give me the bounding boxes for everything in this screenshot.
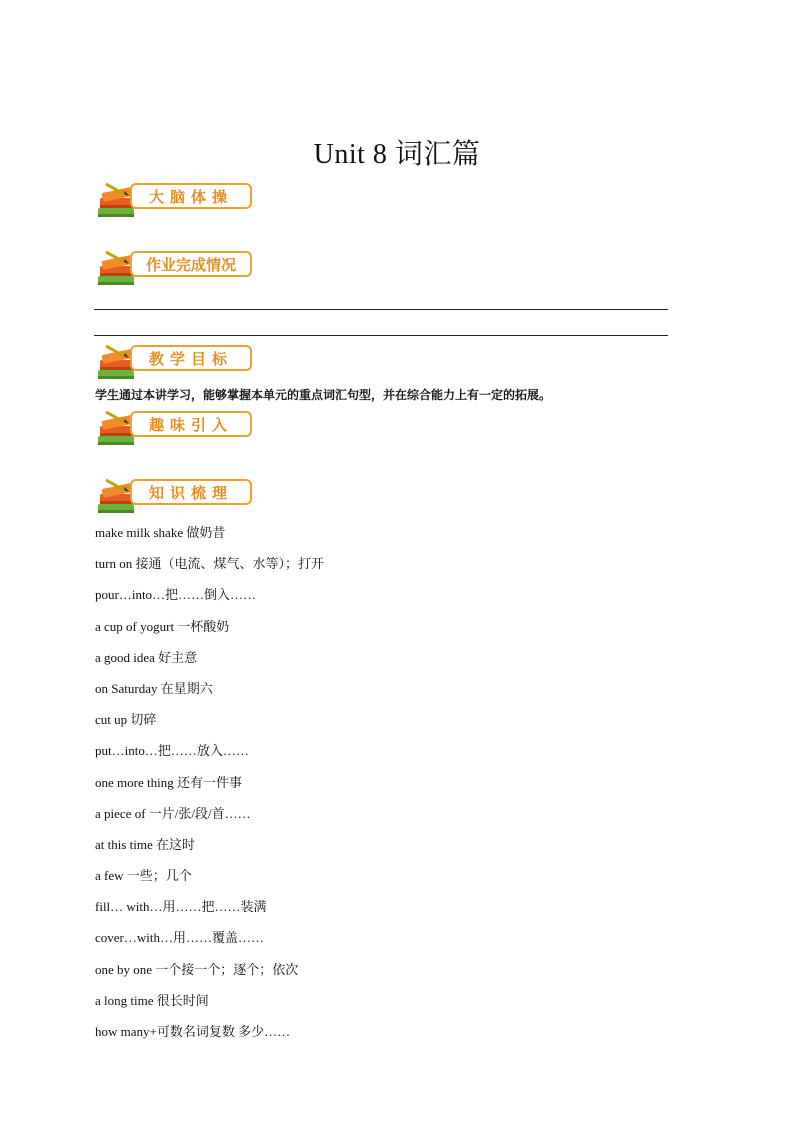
vocab-item: turn on 接通（电流、煤气、水等）；打开 — [95, 556, 324, 572]
vocab-item: a few 一些；几个 — [95, 868, 192, 884]
vocabulary-list — [95, 523, 324, 1053]
vocab-item: make milk shake 做奶昔 — [95, 525, 226, 540]
section-heading-goals — [94, 342, 264, 386]
vocab-item: one by one 一个接一个；逐个；依次 — [95, 961, 299, 977]
vocab-item: on Saturday 在星期六 — [95, 680, 213, 696]
vocab-item: cover…with…用……覆盖…… — [95, 930, 264, 946]
vocab-item: a good idea 好主意 — [95, 649, 198, 665]
section-heading-brain — [94, 180, 264, 224]
vocab-item: fill… with…用……把……装满 — [95, 899, 267, 915]
answer-line-2 — [94, 335, 668, 336]
vocab-item: put…into…把……放入…… — [95, 743, 249, 759]
section-heading-intro — [94, 408, 264, 452]
page-title: Unit 8 词汇篇 — [313, 139, 481, 170]
vocab-item: cut up 切碎 — [95, 712, 157, 728]
vocab-item: a long time 很长时间 — [95, 992, 209, 1008]
vocab-item: a piece of 一片/张/段/首…… — [95, 805, 251, 821]
objective-text: 学生通过本讲学习，能够掌握本单元的重点词汇句型，并在综合能力上有一定的拓展。 — [95, 388, 552, 402]
section-label-goals: 教学目标 — [130, 345, 252, 371]
vocab-item: pour…into…把……倒入…… — [95, 587, 257, 603]
section-heading-knowledge — [94, 476, 264, 520]
vocab-item: one more thing 还有一件事 — [95, 774, 242, 790]
section-label-knowledge: 知识梳理 — [130, 479, 252, 505]
section-label-brain: 大脑体操 — [130, 183, 252, 209]
vocab-item: at this time 在这时 — [95, 836, 196, 852]
vocab-item: a cup of yogurt 一杯酸奶 — [95, 618, 230, 634]
vocab-item: how many+可数名词复数 多少…… — [95, 1024, 291, 1039]
answer-line-1 — [94, 309, 668, 310]
section-label-homework: 作业完成情况 — [130, 251, 252, 277]
section-label-intro: 趣味引入 — [130, 411, 252, 437]
section-heading-homework — [94, 248, 264, 292]
